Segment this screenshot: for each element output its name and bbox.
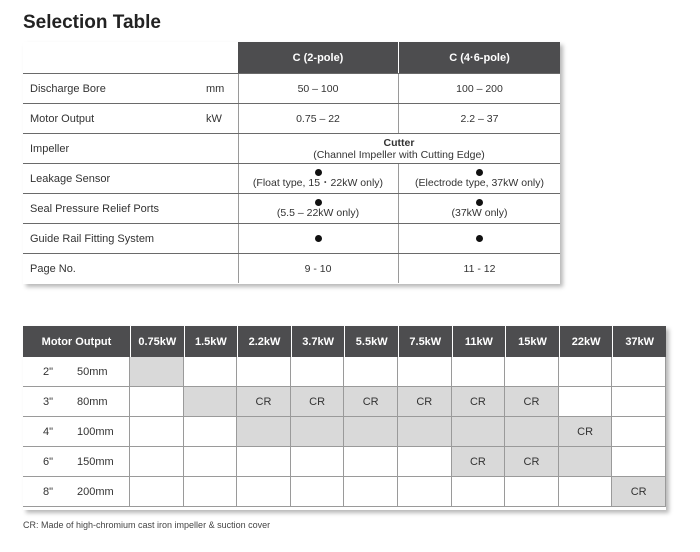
value-c46 bbox=[399, 224, 560, 253]
row-leakage-sensor bbox=[23, 163, 560, 193]
value-c2 bbox=[238, 164, 398, 193]
row-seal-pressure-relief-ports bbox=[23, 193, 560, 223]
selection-table-header bbox=[23, 42, 560, 73]
availability-cell bbox=[452, 417, 506, 447]
cr-marker: CR bbox=[469, 395, 486, 408]
availability-cell bbox=[184, 417, 238, 447]
cr-marker: CR bbox=[523, 455, 540, 468]
availability-cell bbox=[291, 477, 345, 507]
bore-row-200mm bbox=[23, 477, 666, 507]
availability-cell bbox=[612, 417, 666, 447]
availability-cell bbox=[184, 477, 238, 507]
cr-marker: CR bbox=[255, 395, 272, 408]
availability-cell bbox=[612, 387, 666, 417]
availability-cell bbox=[398, 417, 452, 447]
availability-cell bbox=[559, 357, 613, 387]
availability-cell bbox=[505, 357, 559, 387]
bore-mm: 200mm bbox=[77, 485, 114, 498]
availability-cell bbox=[344, 447, 398, 477]
availability-cell bbox=[184, 447, 238, 477]
availability-cell bbox=[184, 357, 238, 387]
availability-cell bbox=[344, 477, 398, 507]
row-label: Motor Output bbox=[30, 112, 95, 125]
bullet-dot-icon bbox=[476, 235, 483, 242]
availability-cell bbox=[237, 447, 291, 477]
availability-cell bbox=[398, 357, 452, 387]
header-c-4-6-pole: C (4·6-pole) bbox=[399, 42, 560, 73]
value-c46 bbox=[399, 254, 560, 283]
availability-cell bbox=[291, 357, 345, 387]
value-note: (5.5 – 22kW only) bbox=[276, 207, 360, 219]
availability-cell bbox=[344, 387, 398, 417]
header-c-2-pole: C (2-pole) bbox=[238, 42, 398, 73]
availability-cell bbox=[237, 477, 291, 507]
row-label: Guide Rail Fitting System bbox=[30, 232, 155, 245]
impeller-description: (Channel Impeller with Cutting Edge) bbox=[313, 148, 485, 161]
availability-cell bbox=[452, 477, 506, 507]
availability-cell bbox=[237, 357, 291, 387]
availability-cell bbox=[559, 417, 613, 447]
header-5-5kw: 5.5kW bbox=[355, 335, 388, 348]
value-text: 2.2 – 37 bbox=[460, 112, 499, 125]
bore-mm: 100mm bbox=[77, 425, 114, 438]
row-label: Impeller bbox=[30, 142, 70, 155]
availability-cell bbox=[184, 387, 238, 417]
value-c46 bbox=[399, 74, 560, 103]
availability-cell bbox=[130, 417, 184, 447]
bore-label bbox=[23, 357, 130, 387]
value-span bbox=[238, 134, 560, 163]
availability-cell bbox=[130, 387, 184, 417]
availability-cell bbox=[130, 357, 184, 387]
availability-cell bbox=[344, 357, 398, 387]
availability-cell bbox=[291, 447, 345, 477]
availability-cell bbox=[559, 477, 613, 507]
bore-row-50mm bbox=[23, 357, 666, 387]
availability-cell bbox=[291, 387, 345, 417]
availability-cell bbox=[505, 477, 559, 507]
bullet-dot-icon bbox=[476, 199, 483, 206]
row-page-no bbox=[23, 253, 560, 284]
value-text: 9 - 10 bbox=[304, 262, 332, 275]
value-note: (Electrode type, 37kW only) bbox=[415, 177, 544, 189]
header-blank bbox=[23, 42, 238, 73]
value-c2 bbox=[238, 194, 398, 223]
cr-marker: CR bbox=[523, 395, 540, 408]
value-text: 11 - 12 bbox=[463, 262, 496, 275]
bore-inch: 4" bbox=[43, 425, 54, 438]
availability-cell bbox=[452, 447, 506, 477]
value-c46 bbox=[399, 194, 560, 223]
bore-label bbox=[23, 477, 130, 507]
motor-output-header bbox=[23, 326, 666, 357]
bore-inch: 3" bbox=[43, 395, 54, 408]
header-37kw: 37kW bbox=[625, 335, 655, 348]
bore-mm: 80mm bbox=[77, 395, 108, 408]
header-1-5kw: 1.5kW bbox=[194, 335, 227, 348]
cr-marker: CR bbox=[362, 395, 379, 408]
bore-mm: 50mm bbox=[77, 365, 108, 378]
row-motor-output bbox=[23, 103, 560, 133]
value-c46 bbox=[399, 104, 560, 133]
bullet-dot-icon bbox=[315, 235, 322, 242]
header-2-2kw: 2.2kW bbox=[248, 335, 281, 348]
bore-label bbox=[23, 447, 130, 477]
bore-label bbox=[23, 417, 130, 447]
availability-cell bbox=[505, 417, 559, 447]
value-note: (37kW only) bbox=[451, 207, 508, 219]
availability-cell bbox=[612, 447, 666, 477]
bore-inch: 8" bbox=[43, 485, 54, 498]
cr-marker: CR bbox=[630, 485, 647, 498]
row-impeller bbox=[23, 133, 560, 163]
value-note: (Float type, 15・22kW only) bbox=[252, 177, 384, 189]
availability-cell bbox=[130, 447, 184, 477]
availability-cell bbox=[130, 477, 184, 507]
row-unit: mm bbox=[206, 82, 225, 95]
page-title: Selection Table bbox=[23, 12, 161, 33]
header-7-5kw: 7.5kW bbox=[409, 335, 442, 348]
row-discharge-bore bbox=[23, 73, 560, 103]
row-label: Leakage Sensor bbox=[30, 172, 111, 185]
header-motor-output: Motor Output bbox=[41, 335, 112, 348]
header-3-7kw: 3.7kW bbox=[302, 335, 334, 348]
availability-cell bbox=[237, 417, 291, 447]
value-text: 50 – 100 bbox=[297, 82, 339, 95]
availability-cell bbox=[344, 417, 398, 447]
availability-cell bbox=[559, 387, 613, 417]
bore-row-100mm bbox=[23, 417, 666, 447]
availability-cell bbox=[612, 477, 666, 507]
bore-inch: 2" bbox=[43, 365, 54, 378]
availability-cell bbox=[291, 417, 345, 447]
row-guide-rail-fitting-system bbox=[23, 223, 560, 253]
availability-cell bbox=[237, 387, 291, 417]
header-15kw: 15kW bbox=[518, 335, 547, 348]
footnote: CR: Made of high-chromium cast iron impeller & suction cover bbox=[23, 520, 271, 530]
availability-cell bbox=[398, 477, 452, 507]
bore-label bbox=[23, 387, 130, 417]
value-c46 bbox=[399, 164, 560, 193]
bore-row-80mm bbox=[23, 387, 666, 417]
value-c2 bbox=[238, 254, 398, 283]
availability-cell bbox=[505, 447, 559, 477]
cr-marker: CR bbox=[309, 395, 326, 408]
availability-cell bbox=[505, 387, 559, 417]
availability-cell bbox=[398, 387, 452, 417]
value-c2 bbox=[238, 224, 398, 253]
row-label: Discharge Bore bbox=[30, 82, 106, 95]
impeller-type: Cutter bbox=[383, 136, 415, 149]
bore-mm: 150mm bbox=[77, 455, 114, 468]
availability-cell bbox=[398, 447, 452, 477]
bore-inch: 6" bbox=[43, 455, 54, 468]
cr-marker: CR bbox=[416, 395, 433, 408]
availability-cell bbox=[559, 447, 613, 477]
selection-table bbox=[23, 42, 560, 284]
header-22kw: 22kW bbox=[571, 335, 601, 348]
value-text: 0.75 – 22 bbox=[296, 112, 340, 125]
availability-cell bbox=[452, 357, 506, 387]
row-label: Seal Pressure Relief Ports bbox=[30, 202, 159, 215]
row-label: Page No. bbox=[30, 262, 76, 275]
cr-marker: CR bbox=[469, 455, 486, 468]
availability-cell bbox=[612, 357, 666, 387]
header-0-75kw: 0.75kW bbox=[138, 335, 177, 348]
row-unit: kW bbox=[206, 112, 222, 125]
motor-output-table bbox=[23, 326, 666, 510]
bullet-dot-icon bbox=[315, 199, 322, 206]
value-text: 100 – 200 bbox=[456, 82, 503, 95]
value-c2 bbox=[238, 104, 398, 133]
bullet-dot-icon bbox=[476, 169, 483, 176]
bullet-dot-icon bbox=[315, 169, 322, 176]
header-11kw: 11kW bbox=[464, 335, 493, 348]
bore-row-150mm bbox=[23, 447, 666, 477]
value-c2 bbox=[238, 74, 398, 103]
availability-cell bbox=[452, 387, 506, 417]
cr-marker: CR bbox=[577, 425, 594, 438]
